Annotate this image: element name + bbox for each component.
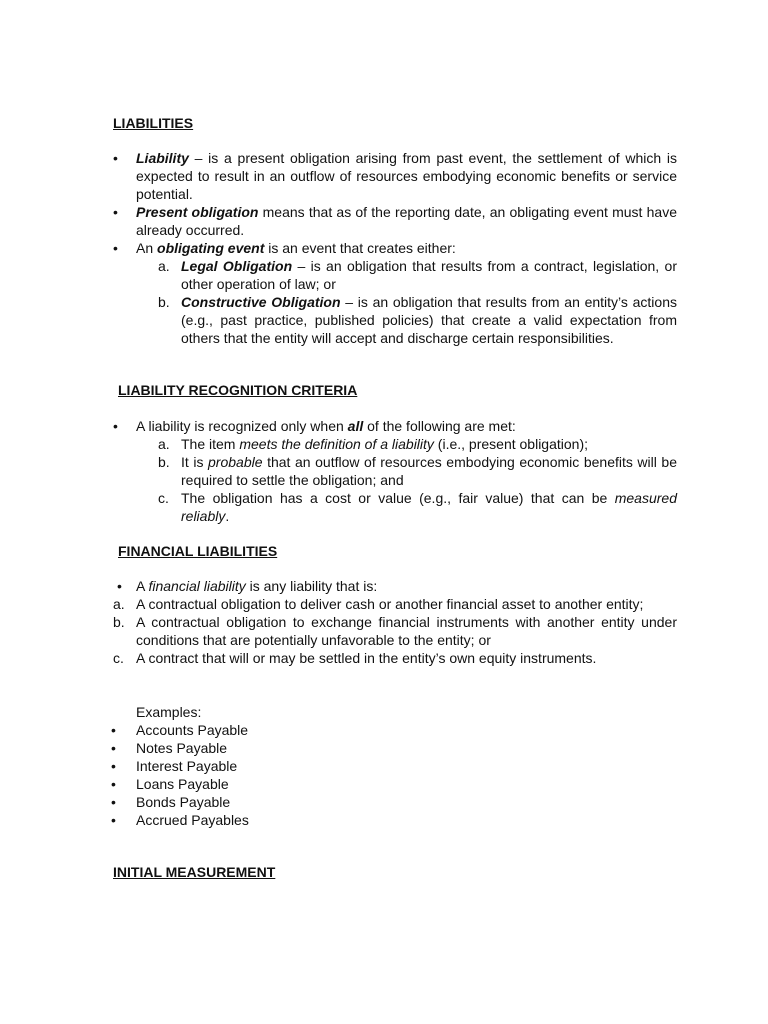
example-item — [113, 775, 413, 793]
example-text: Accounts Payable — [136, 722, 249, 738]
definition-liability: – is a present obligation arising from past event, the settlement of which is expected to result in an outflow of resources embodying economic benefits or service potential. — [136, 150, 677, 202]
recognition-list — [113, 417, 677, 525]
list-item-obligating-event — [113, 239, 677, 257]
criterion-label: b. — [158, 454, 170, 470]
bullet: • — [111, 812, 116, 828]
example-text: Bonds Payable — [136, 794, 231, 810]
criterion-c-prefix: The obligation has a cost or value (e.g., fair value) that can be — [181, 490, 615, 506]
bullet: • — [113, 240, 118, 256]
financial-list — [113, 577, 677, 667]
recognized-suffix: of the following are met: — [363, 418, 516, 434]
term-obligating-event: obligating event — [157, 240, 265, 256]
examples-label: Examples: — [136, 704, 202, 720]
examples-list — [113, 721, 413, 829]
term-present-obligation: Present obligation — [136, 204, 259, 220]
definition-present-obligation: means that as of the reporting date, an obligating event must have already occurred. — [136, 204, 677, 238]
liabilities-list — [113, 149, 677, 347]
financial-item-c — [113, 649, 677, 667]
definition-legal-obligation: – is an obligation that results from a contract, legislation, or other operation of law; or — [181, 258, 677, 292]
financial-item-b-text: A contractual obligation to exchange financial instruments with another entity under conditions that are potentially unfavorable to the entity; or — [136, 614, 677, 648]
list-item-liability — [113, 149, 677, 203]
bullet: • — [111, 722, 116, 738]
bullet: • — [113, 418, 118, 434]
financial-item-b — [113, 613, 677, 649]
criterion-b — [113, 453, 677, 489]
example-item — [113, 757, 413, 775]
definition-obligating-event: is an event that creates either: — [264, 240, 456, 256]
list-item-financial-liability — [113, 577, 677, 595]
financial-liability-prefix: A — [136, 578, 149, 594]
bullet: • — [111, 740, 116, 756]
criterion-b-suffix: that an outflow of resources embodying economic benefits will be required to settle the obligation; and — [181, 454, 677, 488]
heading-liabilities: LIABILITIES — [113, 115, 194, 131]
bullet: • — [117, 578, 122, 594]
term-financial-liability: financial liability — [148, 578, 246, 594]
criterion-b-emphasis: probable — [208, 454, 263, 470]
example-text: Accrued Payables — [136, 812, 249, 828]
criterion-b-prefix: It is — [181, 454, 209, 470]
term-legal-obligation: Legal Obligation — [181, 258, 293, 274]
example-text: Loans Payable — [136, 776, 229, 792]
list-item-recognized-when — [113, 417, 677, 435]
criterion-a-suffix: (i.e., present obligation); — [433, 436, 589, 452]
definition-constructive-obligation: – is an obligation that results from an entity’s actions (e.g., past practice, published policies) that create a valid expectation from others that the entity will accept and discharge certain responsibilities. — [181, 294, 677, 346]
item-label: a. — [113, 596, 125, 612]
item-label: b. — [113, 614, 125, 630]
obligating-event-prefix: An — [136, 240, 158, 256]
example-item — [113, 793, 413, 811]
item-label: c. — [113, 650, 124, 666]
financial-liability-suffix: is any liability that is: — [245, 578, 378, 594]
recognized-prefix: A liability is recognized only when — [136, 418, 348, 434]
list-item-present-obligation — [113, 203, 677, 239]
bullet: • — [111, 794, 116, 810]
criterion-c-suffix: . — [225, 508, 230, 524]
heading-financial-liabilities: FINANCIAL LIABILITIES — [118, 543, 278, 559]
sub-item-constructive-obligation — [113, 293, 677, 347]
criterion-label: c. — [158, 490, 169, 506]
bullet: • — [111, 758, 116, 774]
financial-item-a — [113, 595, 677, 613]
example-text: Notes Payable — [136, 740, 228, 756]
bullet: • — [113, 150, 118, 166]
sub-item-label: a. — [158, 258, 170, 274]
financial-item-c-text: A contract that will or may be settled in the entity’s own equity instruments. — [136, 650, 597, 666]
heading-initial-measurement: INITIAL MEASUREMENT — [113, 864, 276, 880]
example-item — [113, 739, 413, 757]
example-item — [113, 811, 413, 829]
criterion-a-emphasis: meets the definition of a liability — [239, 436, 434, 452]
criterion-c — [113, 489, 677, 525]
heading-recognition-criteria: LIABILITY RECOGNITION CRITERIA — [118, 382, 358, 398]
example-item — [113, 721, 413, 739]
criterion-label: a. — [158, 436, 170, 452]
sub-item-legal-obligation — [113, 257, 677, 293]
sub-item-label: b. — [158, 294, 170, 310]
example-text: Interest Payable — [136, 758, 238, 774]
criterion-c-emphasis: measured reliably — [181, 490, 677, 524]
criterion-a — [113, 435, 677, 453]
term-constructive-obligation: Constructive Obligation — [181, 294, 341, 310]
term-liability: Liability — [136, 150, 189, 166]
term-all: all — [347, 418, 364, 434]
bullet: • — [113, 204, 118, 220]
criterion-a-prefix: The item — [181, 436, 240, 452]
financial-item-a-text: A contractual obligation to deliver cash or another financial asset to another entity; — [136, 596, 644, 612]
bullet: • — [111, 776, 116, 792]
